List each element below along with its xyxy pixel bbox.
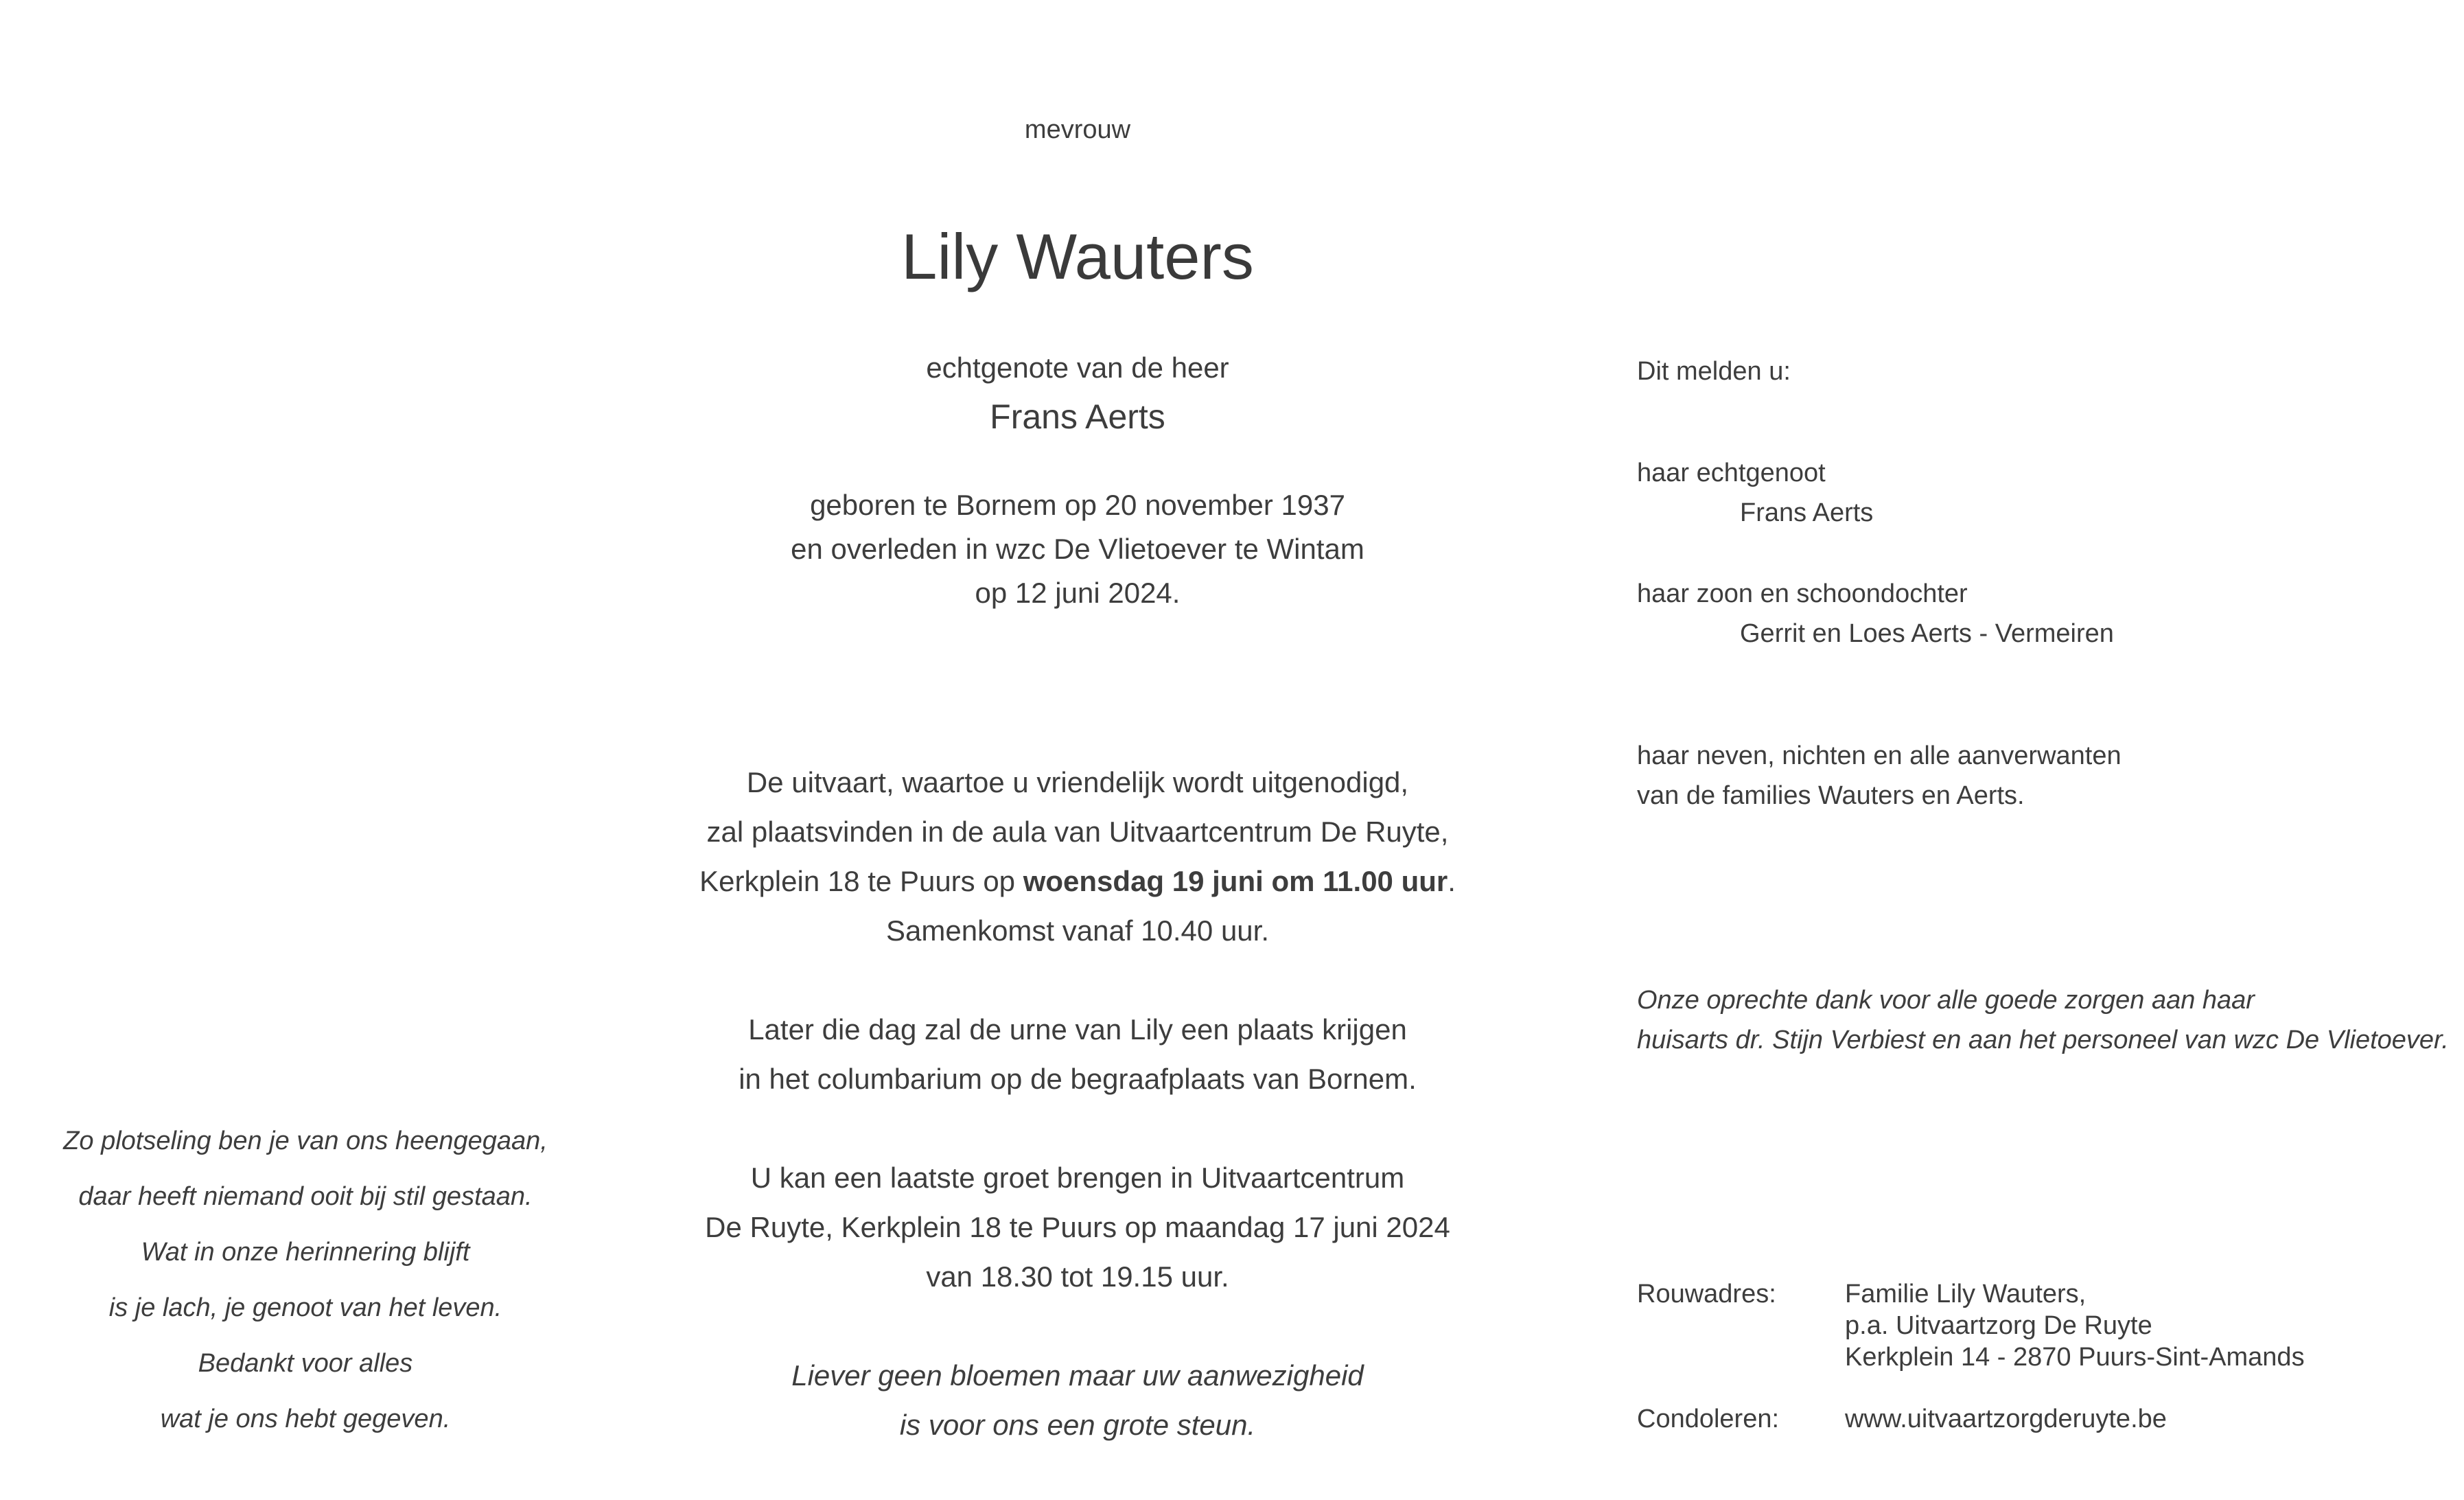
husband-name: Frans Aerts [1740,498,1874,527]
address-line-3: Kerkplein 14 - 2870 Puurs-Sint-Amands [1845,1343,2305,1372]
condolence-label: Condoleren: [1637,1405,1780,1433]
family-relatives [1637,736,2122,816]
family-son [1637,574,2114,654]
funeral-period: . [1448,865,1456,897]
spouse-name: Frans Aerts [990,397,1165,436]
flowers-line-2: is voor ons een grote steun. [899,1409,1256,1441]
poem-line: is je lach, je genoot van het leven. [108,1293,502,1322]
address-line-2: p.a. Uitvaartzorg De Ruyte [1845,1311,2152,1340]
spouse-label: echtgenote van de heer [926,351,1229,384]
urn-line-2: in het columbarium op de begraafplaats van Bornem. [739,1063,1417,1095]
husband-label: haar echtgenoot [1637,459,1826,487]
address-value [1845,1278,2305,1373]
deceased-name: Lily Wauters [901,220,1254,292]
funeral-info [659,758,1496,1450]
funeral-location: Kerkplein 18 te Puurs op [699,865,1023,897]
son-names: Gerrit en Loes Aerts - Vermeiren [1740,619,2114,648]
thanks-note [1637,980,2449,1060]
poem-line: Bedankt voor alles [198,1349,413,1378]
relatives-line-1: haar neven, nichten en alle aanverwanten [1637,741,2122,770]
visit-line-1: U kan een laatste groet brengen in Uitvaartcentrum [750,1162,1405,1194]
family-husband [1637,453,1873,533]
thanks-line-1: Onze oprechte dank voor alle goede zorgen aan haar [1637,986,2255,1015]
birth-line: geboren te Bornem op 20 november 1937 [810,489,1345,521]
funeral-line-1: De uitvaart, waartoe u vriendelijk wordt uitgenodigd, [746,766,1409,798]
condolence-link[interactable]: www.uitvaartzorgderuyte.be [1845,1405,2167,1433]
poem-line: daar heeft niemand ooit bij stil gestaan. [78,1182,533,1211]
funeral-line-2: zal plaatsvinden in de aula van Uitvaartcentrum De Ruyte, [706,816,1449,848]
poem-line: Zo plotseling ben je van ons heengegaan, [63,1127,548,1155]
thanks-line-2: huisarts dr. Stijn Verbiest en aan het personeel van wzc De Vlietoever. [1637,1026,2449,1054]
flowers-line-1: Liever geen bloemen maar uw aanwezigheid [791,1359,1364,1392]
urn-line-1: Later die dag zal de urne van Lily een plaats krijgen [748,1013,1407,1046]
death-date-line: op 12 juni 2024. [975,577,1181,609]
salutation: mevrouw [1024,115,1131,144]
visit-line-2: De Ruyte, Kerkplein 18 te Puurs op maandag 17 juni 2024 [705,1211,1450,1243]
address-line-1: Familie Lily Wauters, [1845,1280,2087,1308]
relatives-line-2: van de families Wauters en Aerts. [1637,781,2025,810]
poem-line: wat je ons hebt gegeven. [160,1405,451,1433]
visit-line-3: van 18.30 tot 19.15 uur. [926,1260,1229,1293]
memorial-poem [41,1114,570,1447]
death-line: en overleden in wzc De Vlietoever te Wintam [791,533,1364,565]
funeral-datetime: woensdag 19 juni om 11.00 uur [1023,865,1448,897]
address-label: Rouwadres: [1637,1280,1776,1308]
funeral-line-3 [659,857,1496,906]
announcement-intro: Dit melden u: [1637,357,1791,386]
son-label: haar zoon en schoondochter [1637,579,1968,608]
gathering-time: Samenkomst vanaf 10.40 uur. [886,914,1269,947]
poem-line: Wat in onze herinnering blijft [141,1238,470,1267]
birth-death-info [659,483,1496,615]
